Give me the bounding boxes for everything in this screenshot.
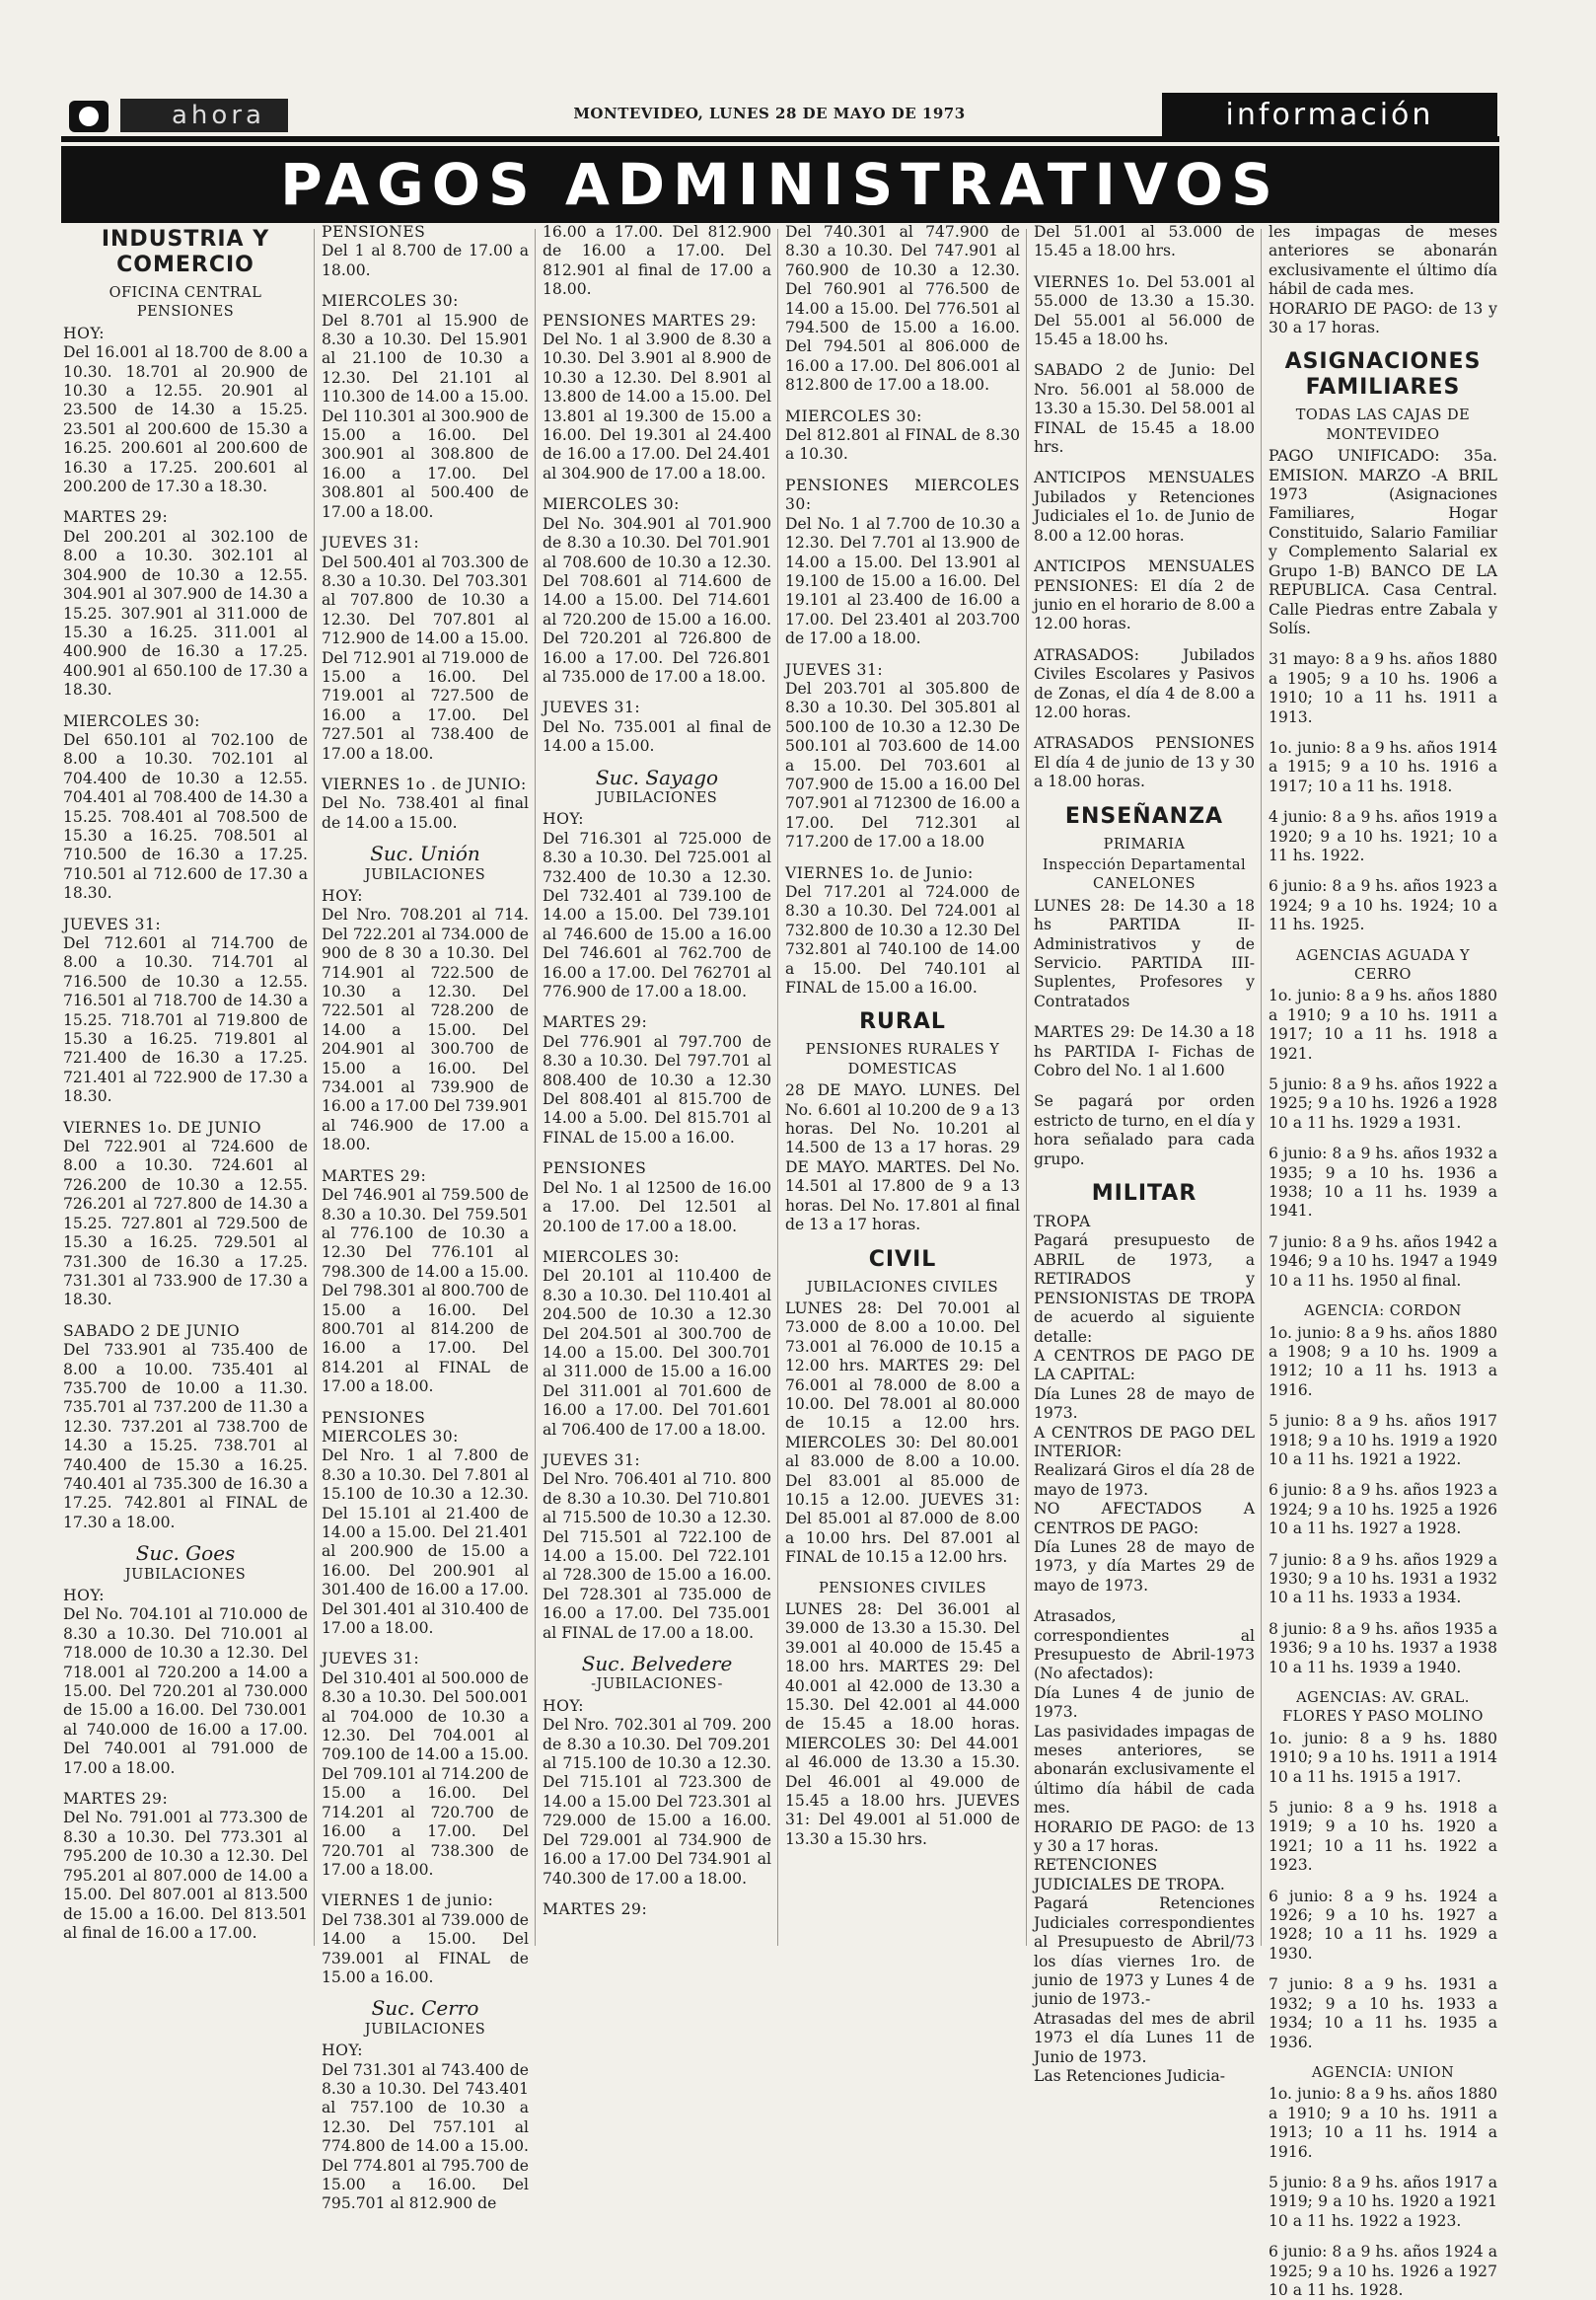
branch-title-sayago: Suc. Sayago — [595, 765, 719, 789]
schedule-text: VIERNES 1o. Del 53.001 al 55.000 de 13.30 a 15.30. Del 55.001 al 56.000 de 15.45 a 18.00 hs. — [1034, 272, 1255, 349]
schedule-text: Del 722.901 al 724.600 de 8.00 a 10.30. 724.601 al 726.200 de 10.30 a 12.55. 726.201 al 727.800 de 14.30 a 15.25. 727.801 al 729.500 de 15.30 a 16.25. 729.501 al 731.300 de 16.30 a 17.25. 731.301 al 733.900 de 17.30 a 18.30. — [63, 1138, 308, 1309]
column-industria-comercio — [61, 223, 310, 1950]
day-label: MIERCOLES 30: — [322, 292, 459, 311]
schedule-text: Del Nro. 706.401 al 710. 800 de 8.30 a 10.30. Del 710.801 al 715.500 de 10.30 a 12.30. Del 715.501 al 722.100 de 14.00 a 15.00. Del 722.101 al 728.300 de 15.00 a 16.00. Del 728.301 al 735.000 de 16.00 a 17.00. Del 735.001 al FINAL de 17.00 a 18.00. — [543, 1470, 771, 1642]
schedule-text: 7 junio: 8 a 9 hs. 1931 a 1932; 9 a 10 hs. 1933 a 1934; 10 a 11 hs. 1935 a 1936. — [1269, 1975, 1497, 2051]
column-4 — [783, 223, 1022, 1950]
column-divider — [1261, 229, 1262, 1946]
schedule-text: 7 junio: 8 a 9 hs. años 1942 a 1946; 9 a 10 hs. 1947 a 1949 10 a 11 hs. 1950 al final. — [1269, 1232, 1497, 1290]
schedule-text: 1o. junio: 8 a 9 hs. años 1914 a 1915; 9 a 10 hs. 1916 a 1917; 10 a 11 hs. 1918. — [1269, 738, 1497, 795]
schedule-text: 6 junio: 8 a 9 hs. años 1923 a 1924; 9 a 10 hs. 1925 a 1926 10 a 11 hs. 1927 a 1928. — [1269, 1481, 1497, 1538]
schedule-text: 28 DE MAYO. LUNES. Del No. 6.601 al 10.200 de 9 a 13 horas. Del No. 10.201 al 14.500 de 13 a 17 horas. 29 DE MAYO. MARTES. Del No. 14.501 al 17.800 de 9 a 13 horas. Del No. 17.801 al final de 13 a 17 horas. — [785, 1081, 1020, 1234]
day-label: HOY: — [63, 1587, 106, 1604]
schedule-text: LUNES 28: Del 70.001 al 73.000 de 8.00 a 10.00. Del 73.001 al 76.000 de 10.15 a 12.00 hrs. MARTES 29: Del 76.001 al 78.000 de 8.00 a 10.00. Del 78.001 al 80.000 de 10.15 a 12.00 hrs. MIERCOLES 30: Del 80.001 al 83.000 de 8.00 a 10.00. Del 83.001 al 85.000 de 10.15 a 12.00. JUEVES 31: Del 85.001 al 87.000 de 8.00 a 10.00 hrs. Del 87.001 al FINAL de 10.15 a 12.00 hrs. — [785, 1298, 1020, 1567]
schedule-text: Del 650.101 al 702.100 de 8.00 a 10.30. 702.101 al 704.400 de 10.30 a 12.55. 704.401 al 708.400 de 14.30 a 15.25. 708.401 al 708.500 de 15.30 a 16.25. 708.501 al 710.500 de 16.30 a 17.25. 710.501 al 712.600 de 17.30 a 18.30. — [63, 730, 308, 903]
page-number-dot — [79, 107, 99, 126]
notice-text: Las Retenciones Judicia- — [1034, 2066, 1226, 2085]
section-title-ensenanza: ENSEÑANZA — [1064, 803, 1224, 829]
schedule-text: Del 16.001 al 18.700 de 8.00 a 10.30. 18.701 al 20.900 de 10.30 a 12.55. 20.901 al 23.500 de 14.30 a 15.25. 23.501 al 200.600 de 15.30 a 16.25. 200.601 al 200.600 de 16.30 a 17.25. 200.601 al 200.200 de 17.30 a 18.30. — [63, 343, 308, 496]
schedule-text: Del No. 1 al 12500 de 16.00 a 17.00. Del 12.501 al 20.100 de 17.00 a 18.00. — [543, 1178, 771, 1235]
section-subtitle: PENSIONES CIVILES — [818, 1580, 987, 1596]
day-label: PENSIONES — [543, 1159, 647, 1178]
column-5 — [1032, 223, 1257, 2085]
schedule-text: Del No. 704.101 al 710.000 de 8.30 a 10.30. Del 710.001 al 718.000 de 10.30 a 12.30. Del 718.001 al 720.200 a 14.00 a 15.00. Del 720.201 al 730.000 de 15.00 a 16.00. Del 730.001 al 740.000 de 16.00 a 17.00. Del 740.001 al 791.000 de 17.00 a 18.00. — [63, 1605, 308, 1777]
day-label: PENSIONES — [322, 223, 426, 241]
schedule-text: Del No. 791.001 al 773.300 de 8.30 a 10.30. Del 773.301 al 795.200 de 10.30 a 12.30. Del 795.201 al 807.000 de 14.00 a 15.00. Del 807.001 al 813.500 de 15.00 a 16.00. Del 813.501 al final de 16.00 a 17.00. — [63, 1809, 308, 1942]
day-label: VIERNES 1o . de JUNIO: — [322, 775, 527, 793]
dateline: MONTEVIDEO, LUNES 28 DE MAYO DE 1973 — [573, 105, 966, 122]
column-divider — [777, 229, 778, 1946]
schedule-text: Del 200.201 al 302.100 de 8.00 a 10.30. 302.101 al 304.900 de 10.30 a 12.55. 304.901 al 307.900 de 14.30 a 15.25. 307.901 al 311.000 de 15.30 a 16.25. 311.001 al 400.900 de 16.30 a 17.25. 400.901 al 650.100 de 17.30 a 18.30. — [63, 527, 308, 700]
notice-text: Atrasados, correspondientes al Presupuesto de Abril-1973 (No afectados): — [1034, 1607, 1255, 1683]
branch-subtitle: JUBILACIONES — [364, 866, 486, 883]
section-subtitle: TODAS LAS CAJAS DE MONTEVIDEO — [1295, 408, 1471, 443]
column-divider — [535, 229, 536, 1946]
schedule-text: Del 740.301 al 747.900 de 8.30 a 10.30. Del 747.901 al 760.900 de 10.30 a 12.30. Del 760.901 al 776.500 de 14.00 a 15.00. Del 776.501 al 794.500 de 15.00 a 16.00. Del 794.501 al 806.000 de 16.00 a 17.00. Del 806.001 al 812.800 de 17.00 a 18.00. — [785, 223, 1020, 395]
day-label: TROPA — [1034, 1213, 1091, 1231]
notice-text: A CENTROS DE PAGO DE LA CAPITAL: — [1034, 1346, 1255, 1384]
schedule-text: 1o. junio: 8 a 9 hs. años 1880 a 1910; 9 a 10 hs. 1911 a 1913; 10 a 11 hs. 1914 a 1916. — [1269, 2085, 1497, 2161]
notice-text: NO AFECTADOS A CENTROS DE PAGO: — [1034, 1500, 1255, 1537]
day-label: JUEVES 31: — [785, 660, 884, 679]
section-title-asignaciones: ASIGNACIONES FAMILIARES — [1284, 349, 1482, 401]
day-label: MIERCOLES 30: — [785, 407, 922, 425]
section-subtitle: PRIMARIA — [1103, 836, 1186, 853]
schedule-text: Del 203.701 al 305.800 de 8.30 a 10.30. Del 305.801 al 500.100 de 10.30 a 12.30 De 500.101 al 703.600 de 14.00 a 15.00. Del 703.601 al 707.900 de 15.00 a 16.00 Del 707.901 al 712300 de 16.00 a 17.00. Del 712.301 al 717.200 de 17.00 a 18.00 — [785, 679, 1020, 852]
schedule-text: Del 776.901 al 797.700 de 8.30 a 10.30. Del 797.701 al 808.400 de 10.30 a 12.30 Del 808.401 al 815.700 de 14.00 a 5.00. Del 815.701 al FINAL de 15.00 a 16.00. — [543, 1032, 771, 1147]
day-label: HOY: — [543, 1696, 585, 1715]
day-label: MARTES 29: — [322, 1166, 427, 1185]
schedule-text: Del Nro. 702.301 al 709. 200 de 8.30 a 10.30. Del 709.201 al 715.100 de 10.30 a 12.30. Del 715.101 al 723.300 de 14.00 a 15.00 Del 723.301 al 729.000 de 15.00 a 16.00. Del 729.001 al 734.900 de 16.00 a 17.00 Del 734.901 al 740.300 de 17.00 a 18.00. — [543, 1716, 771, 1888]
schedule-text: Del 51.001 al 53.000 de 15.45 a 18.00 hrs. — [1034, 223, 1255, 260]
branch-subtitle: JUBILACIONES — [124, 1566, 247, 1583]
schedule-text: 6 junio: 8 a 9 hs. 1924 a 1926; 9 a 10 hs. 1927 a 1928; 10 a 11 hs. 1929 a 1930. — [1269, 1887, 1497, 1963]
column-2 — [320, 223, 531, 2213]
day-label: MARTES 29: — [63, 1790, 169, 1809]
schedule-text: SABADO 2 de Junio: Del Nro. 56.001 al 58.000 de 13.30 a 15.30. Del 58.001 al FINAL de 15.45 a 18.00 hrs. — [1034, 361, 1255, 457]
schedule-text: 5 junio: 8 a 9 hs. años 1917 a 1919; 9 a 10 hs. 1920 a 1921 10 a 11 hs. 1922 a 1923. — [1269, 2173, 1497, 2230]
branch-title-union: Suc. Unión — [370, 842, 480, 866]
schedule-text: Del 500.401 al 703.300 de 8.30 a 10.30. Del 703.301 al 707.800 de 10.30 a 12.30. Del 707.801 al 712.900 de 14.00 a 15.00. Del 712.901 al 719.000 de 15.00 a 16.00. Del 719.001 al 727.500 de 16.00 a 17.00. Del 727.501 al 738.400 de 17.00 a 18.00. — [322, 553, 529, 763]
day-label: HOY: — [322, 887, 364, 905]
section-subtitle: Inspección Departamental CANELONES — [1042, 856, 1247, 893]
notice-text: Día Lunes 4 de junio de 1973. — [1034, 1683, 1255, 1722]
branch-title-belvedere: Suc. Belvedere — [581, 1652, 733, 1676]
schedule-text: 1o. junio: 8 a 9 hs. años 1880 a 1908; 9 a 10 hs. 1909 a 1912; 10 a 11 hs. 1913 a 1916. — [1269, 1323, 1497, 1399]
day-label: HOY: — [63, 324, 106, 342]
schedule-text: Del 310.401 al 500.000 de 8.30 a 10.30. Del 500.001 al 704.000 de 10.30 a 12.30. Del 704.001 al 709.100 de 14.00 a 15.00. Del 709.101 al 714.200 de 15.00 a 16.00. Del 714.201 al 720.700 de 16.00 a 17.00. Del 720.701 al 738.300 de 17.00 a 18.00. — [322, 1669, 529, 1879]
branch-subtitle: JUBILACIONES — [364, 2021, 486, 2038]
schedule-text: Del No. 1 al 7.700 de 10.30 a 12.30. Del 7.701 al 13.900 de 14.00 a 15.00. Del 13.901 al 19.100 de 15.00 a 16.00. Del 19.101 al 23.400 de 16.00 a 17.00. Del 23.401 al 203.700 de 17.00 a 18.00. — [785, 514, 1020, 648]
day-label: VIERNES 1 de junio: — [322, 1892, 494, 1910]
column-6 — [1267, 223, 1499, 2299]
notice-text: Pagará Retenciones Judiciales correspondientes al Presupuesto de Abril/73 los días viernes 1ro. de junio de 1973 y Lunes 4 de junio de 1973.- — [1034, 1894, 1255, 2009]
schedule-text: 1o. junio: 8 a 9 hs. años 1880 a 1910; 9 a 10 hs. 1911 a 1917; 10 a 11 hs. 1918 a 1921. — [1269, 987, 1497, 1063]
schedule-text: Del Nro. 708.201 al 714. Del 722.201 al 734.000 de 900 de 8 30 a 10.30. Del 714.901 al 722.500 de 10.30 a 12.30. Del 722.501 al 728.200 de 14.00 a 15.00. Del 204.901 al 300.700 de 15.00 a 16.00. Del 734.001 al 739.900 de 16.00 a 17.00 Del 739.901 al 746.900 de 17.00 a 18.00. — [322, 906, 529, 1154]
schedule-text: Del 8.701 al 15.900 de 8.30 a 10.30. Del 15.901 al 21.100 de 10.30 a 12.30. Del 21.101 al 110.300 de 14.00 a 15.00. Del 110.301 al 300.900 de 15.00 a 16.00. Del 300.901 al 308.800 de 16.00 a 17.00. Del 308.801 al 500.400 de 17.00 a 18.00. — [322, 311, 529, 521]
column-divider — [314, 229, 315, 1946]
day-label: VIERNES 1o. de Junio: — [785, 863, 974, 882]
notice-text: Atrasadas del mes de abril 1973 el día Lunes 11 de Junio de 1973. — [1034, 2009, 1255, 2066]
section-subtitle: OFICINA CENTRAL PENSIONES — [109, 285, 262, 321]
day-label: SABADO 2 DE JUNIO — [63, 1321, 241, 1340]
schedule-text: Del 746.901 al 759.500 de 8.30 a 10.30. Del 759.501 al 776.100 de 10.30 a 12.30 Del 776.101 al 798.300 de 14.00 a 15.00. Del 798.301 al 800.700 de 15.00 a 16.00. Del 800.701 al 814.200 de 16.00 a 17.00. Del 814.201 al FINAL de 17.00 a 18.00. — [322, 1186, 529, 1396]
notice-text: Se pagará por orden estricto de turno, en el día y hora señalado para cada grupo. — [1034, 1092, 1255, 1168]
schedule-text: 7 junio: 8 a 9 hs. años 1929 a 1930; 9 a 10 hs. 1931 a 1932 10 a 11 hs. 1933 a 1934. — [1269, 1550, 1497, 1607]
day-label: PENSIONES MIERCOLES 30: — [785, 476, 1020, 514]
agency-title: AGENCIA: CORDON — [1304, 1303, 1462, 1320]
notice-text: PAGO UNIFICADO: 35a. EMISION. MARZO -A BRIL 1973 (Asignaciones Familiares, Hogar Constituido, Salario Familiar y Complemento Salarial ex Grupo 1-B) BANCO DE LA REPUBLICA. Casa Central. Calle Piedras entre Zabala y Solís. — [1269, 447, 1497, 637]
section-title-militar: MILITAR — [1091, 1181, 1197, 1207]
schedule-text: 5 junio: 8 a 9 hs. años 1922 a 1925; 9 a 10 hs. 1926 a 1928 10 a 11 hs. 1929 a 1931. — [1269, 1076, 1497, 1132]
section-title-civil: CIVIL — [868, 1246, 937, 1272]
day-label: HOY: — [543, 810, 585, 829]
schedule-text: 4 junio: 8 a 9 hs. años 1919 a 1920; 9 a 10 hs. 1921; 10 a 11 hs. 1922. — [1269, 808, 1497, 864]
schedule-text: 6 junio: 8 a 9 hs. años 1932 a 1935; 9 a 10 hs. 1936 a 1938; 10 a 11 hs. 1939 a 1941. — [1269, 1145, 1497, 1221]
section-title-industria: INDUSTRIA Y COMERCIO — [101, 227, 270, 277]
notice-text: ANTICIPOS MENSUALES Jubilados y Retenciones Judiciales el 1o. de Junio de 8.00 a 12.00 horas. — [1034, 469, 1255, 545]
section-subtitle: PENSIONES RURALES Y DOMESTICAS — [805, 1042, 1000, 1077]
day-label: JUEVES 31: — [322, 1650, 420, 1669]
schedule-text: Del 1 al 8.700 de 17.00 a 18.00. — [322, 242, 529, 279]
schedule-text: 16.00 a 17.00. Del 812.900 de 16.00 a 17.00. Del 812.901 al final de 17.00 a 18.00. — [543, 223, 771, 299]
notice-text: les impagas de meses anteriores se abonarán exclusivamente el último día hábil de cada mes. — [1269, 223, 1497, 299]
schedule-text: Del No. 304.901 al 701.900 de 8.30 a 10.30. Del 701.901 al 708.600 de 10.30 a 12.30. Del 708.601 al 714.600 de 14.00 a 15.00. Del 714.601 al 720.200 de 15.00 a 16.00. Del 720.201 al 726.800 de 16.00 a 17.00. Del 726.801 al 735.000 de 17.00 a 18.00. — [543, 514, 771, 686]
day-label: MIERCOLES 30: — [63, 711, 200, 730]
notice-text: HORARIO DE PAGO: de 13 y 30 a 17 horas. — [1269, 299, 1497, 337]
schedule-text: 31 mayo: 8 a 9 hs. años 1880 a 1905; 9 a 10 hs. 1906 a 1910; 10 a 11 hs. 1911 a 1913. — [1269, 650, 1497, 726]
schedule-text: 5 junio: 8 a 9 hs. 1918 a 1919; 9 a 10 hs. 1920 a 1921; 10 a 11 hs. 1922 a 1923. — [1269, 1799, 1497, 1875]
branch-title-cerro: Suc. Cerro — [371, 1996, 479, 2021]
schedule-text: Del 738.301 al 739.000 de 14.00 a 15.00. Del 739.001 al FINAL de 15.00 a 16.00. — [322, 1910, 529, 1986]
schedule-text: 5 junio: 8 a 9 hs. años 1917 1918; 9 a 10 hs. 1919 a 1920 10 a 11 hs. 1921 a 1922. — [1269, 1412, 1497, 1468]
section-title-rural: RURAL — [859, 1009, 946, 1035]
day-label: PENSIONES MARTES 29: — [543, 311, 758, 330]
column-divider — [1026, 229, 1027, 1946]
schedule-text: LUNES 28: Del 36.001 al 39.000 de 13.30 a 15.30. Del 39.001 al 40.000 de 15.45 a 18.00 hrs. MARTES 29: Del 40.001 al 42.000 de 13.30 a 15.30. Del 42.001 al 44.000 de 15.45 a 18.00 horas. MIERCOLES 30: Del 44.001 al 46.000 de 13.30 a 15.30. Del 46.001 al 49.000 de 15.45 a 18.00 hrs. JUEVES 31: Del 49.001 al 51.000 de 13.30 a 15.30 hrs. — [785, 1600, 1020, 1848]
notice-text: Las pasividades impagas de meses anteriores, se abonarán exclusivamente el último día hábil de cada mes. — [1034, 1722, 1255, 1818]
notice-text: HORARIO DE PAGO: de 13 y 30 a 17 horas. — [1034, 1818, 1255, 1856]
notice-text: Día Lunes 28 de mayo de 1973, y día Martes 29 de mayo de 1973. — [1034, 1537, 1255, 1595]
schedule-text: Del Nro. 1 al 7.800 de 8.30 a 10.30. Del 7.801 al 15.100 de 10.30 a 12.30. Del 15.101 al 21.400 de 14.00 a 15.00. Del 21.401 al 200.900 de 15.00 a 16.00. Del 200.901 al 301.400 de 16.00 a 17.00. Del 301.401 al 310.400 de 17.00 a 18.00. — [322, 1447, 529, 1638]
schedule-text: 8 junio: 8 a 9 hs. años 1935 a 1936; 9 a 10 hs. 1937 a 1938 10 a 11 hs. 1939 a 1940. — [1269, 1619, 1497, 1676]
page-headline: PAGOS ADMINISTRATIVOS — [61, 146, 1499, 223]
schedule-text: 6 junio: 8 a 9 hs. años 1923 a 1924; 9 a 10 hs. 1924; 10 a 11 hs. 1925. — [1269, 877, 1497, 934]
notice-text: Pagará presupuesto de ABRIL de 1973, a RETIRADOS y PENSIONISTAS DE TROPA de acuerdo al siguiente detalle: — [1034, 1231, 1255, 1346]
day-label: MARTES 29: — [543, 1013, 648, 1032]
day-label: HOY: — [322, 2041, 364, 2060]
day-label: MIERCOLES 30: — [543, 495, 680, 514]
schedule-text: Del 712.601 al 714.700 de 8.00 a 10.30. 714.701 al 716.500 de 10.30 a 12.55. 716.501 al 718.700 de 14.30 a 15.25. 718.701 al 719.800 de 15.30 a 16.25. 719.801 al 721.400 de 16.30 a 17.25. 721.401 al 722.900 de 17.30 a 18.30. — [63, 934, 308, 1106]
schedule-text: 1o. junio: 8 a 9 hs. 1880 1910; 9 a 10 hs. 1911 a 1914 10 a 11 hs. 1915 a 1917. — [1269, 1729, 1497, 1786]
branch-title-goes: Suc. Goes — [135, 1541, 236, 1566]
notice-text: ANTICIPOS MENSUALES PENSIONES: El día 2 de junio en el horario de 8.00 a 12.00 horas. — [1034, 557, 1255, 633]
day-label: JUEVES 31: — [63, 915, 162, 933]
schedule-text: Del 20.101 al 110.400 de 8.30 a 10.30. Del 110.401 al 204.500 de 10.30 a 12.30 Del 204.501 al 300.700 de 14.00 a 15.00. Del 300.701 al 311.000 de 15.00 a 16.00 Del 311.001 al 701.600 de 16.00 a 17.00. Del 701.601 al 706.400 de 17.00 a 18.00. — [543, 1267, 771, 1439]
schedule-text: Del 733.901 al 735.400 de 8.00 a 10.00. 735.401 al 735.700 de 10.00 a 11.30. 735.701 al 737.200 de 11.30 a 12.30. 737.201 al 738.700 de 14.30 a 15.25. 738.701 al 740.400 de 15.30 a 16.25. 740.401 al 735.300 de 16.30 a 17.25. 742.801 al FINAL de 17.30 a 18.00. — [63, 1341, 308, 1531]
schedule-text: MARTES 29: De 14.30 a 18 hs PARTIDA I- Fichas de Cobro del No. 1 al 1.600 — [1034, 1023, 1255, 1080]
agency-title: AGENCIAS AGUADA Y CERRO — [1295, 947, 1471, 983]
day-label: MARTES 29: — [543, 1899, 648, 1918]
notice-text: ATRASADOS: Jubilados Civiles Escolares y Pasivos de Zonas, el día 4 de 8.00 a 12.00 horas. — [1034, 645, 1255, 721]
notice-text: ATRASADOS PENSIONES El día 4 de junio de 13 y 30 a 18.00 horas. — [1034, 734, 1255, 791]
column-3 — [541, 223, 773, 1950]
branch-subtitle: -JUBILACIONES- — [591, 1676, 723, 1693]
schedule-text: Del No. 1 al 3.900 de 8.30 a 10.30. Del 3.901 al 8.900 de 10.30 a 12.30. Del 8.901 al 13.800 de 14.00 a 15.00. Del 13.801 al 19.300 de 15.00 a 16.00. Del 19.301 al 24.400 de 16.00 a 17.00. Del 24.401 al 304.900 de 17.00 a 18.00. — [543, 331, 771, 482]
notice-text: Realizará Giros el día 28 de mayo de 1973. — [1034, 1461, 1255, 1499]
day-label: JUEVES 31: — [322, 534, 420, 553]
section-right-label: información — [1162, 93, 1497, 138]
branch-subtitle: JUBILACIONES — [596, 789, 718, 806]
section-subtitle: JUBILACIONES CIVILES — [806, 1279, 999, 1296]
notice-text: Día Lunes 28 de mayo de 1973. — [1034, 1384, 1255, 1423]
schedule-text: LUNES 28: De 14.30 a 18 hs PARTIDA II- Administrativos y de Servicio. PARTIDA III- Suplentes, Profesores y Contratados — [1034, 896, 1255, 1010]
day-label: VIERNES 1o. DE JUNIO — [63, 1118, 261, 1137]
schedule-text: Del 716.301 al 725.000 de 8.30 a 10.30. Del 725.001 al 732.400 de 10.30 a 12.30. Del 732.401 al 739.100 de 14.00 a 15.00. Del 739.101 al 746.600 de 15.00 a 16.00 Del 746.601 al 762.700 de 16.00 a 17.00. Del 762701 al 776.900 de 17.00 a 18.00. — [543, 829, 771, 1002]
schedule-text: Del 717.201 al 724.000 de 8.30 a 10.30. Del 724.001 al 732.800 de 10.30 a 12.30 Del 732.801 al 740.100 de 14.00 a 15.00. Del 740.101 al FINAL de 15.00 a 16.00. — [785, 883, 1020, 998]
notice-text: A CENTROS DE PAGO DEL INTERIOR: — [1034, 1423, 1255, 1460]
agency-title: AGENCIAS: AV. GRAL. FLORES Y PASO MOLINO — [1282, 1690, 1484, 1726]
schedule-text: Del No. 735.001 al final de 14.00 a 15.00. — [543, 717, 771, 756]
agency-title: AGENCIA: UNION — [1311, 2064, 1455, 2081]
day-label: MIERCOLES 30: — [543, 1247, 680, 1266]
notice-text: RETENCIONES JUDICIALES DE TROPA. — [1034, 1856, 1225, 1893]
day-label: PENSIONES MIERCOLES 30: — [322, 1408, 459, 1446]
day-label: JUEVES 31: — [543, 1450, 641, 1469]
schedule-text: 6 junio: 8 a 9 hs. años 1924 a 1925; 9 a 10 hs. 1926 a 1927 10 a 11 hs. 1928. — [1269, 2243, 1497, 2299]
schedule-text: Del 812.801 al FINAL de 8.30 a 10.30. — [785, 426, 1020, 464]
schedule-text: Del 731.301 al 743.400 de 8.30 a 10.30. Del 743.401 al 757.100 de 10.30 a 12.30. Del 757.101 al 774.800 de 14.00 a 15.00. Del 774.801 al 795.700 de 15.00 a 16.00. Del 795.701 al 812.900 de — [322, 2060, 529, 2213]
page-number-badge — [69, 101, 109, 132]
day-label: JUEVES 31: — [543, 699, 641, 717]
section-left-label: ahora — [120, 99, 288, 132]
schedule-text: Del No. 738.401 al final de 14.00 a 15.00. — [322, 794, 529, 832]
day-label: MARTES 29: — [63, 508, 169, 527]
